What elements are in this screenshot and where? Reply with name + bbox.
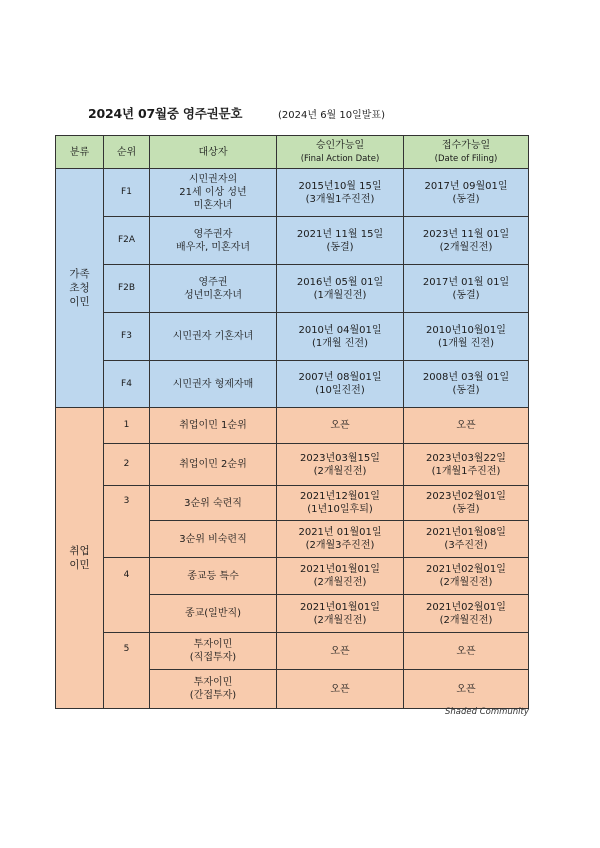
filing-cell: 2017년 01월 01일 (동결) <box>404 265 529 313</box>
final-action-cell: 2010년 04월01일 (1개월 진전) <box>277 313 404 361</box>
final-action-cell: 오픈 <box>277 408 404 444</box>
filing-cell: 2017년 09월01일 (동결) <box>404 169 529 217</box>
filing-cell: 2021년02월01일 (2개월진전) <box>404 558 529 595</box>
target-cell: 종교(일반직) <box>150 595 277 633</box>
target-cell: 종교등 특수 <box>150 558 277 595</box>
table-row <box>56 408 529 444</box>
final-action-cell: 2021년01월01일 (2개월진전) <box>277 558 404 595</box>
rank-cell: F4 <box>104 361 150 408</box>
target-cell: 취업이민 1순위 <box>150 408 277 444</box>
rank-cell: F2A <box>104 217 150 265</box>
filing-cell: 2021년01월08일 (3주진전) <box>404 521 529 558</box>
header-final-action: 승인가능일 (Final Action Date) <box>277 136 404 169</box>
target-cell: 시민권자 형제자매 <box>150 361 277 408</box>
rank-cell: 3 <box>104 486 150 558</box>
target-cell: 영주권 성년미혼자녀 <box>150 265 277 313</box>
rank-cell: 4 <box>104 558 150 633</box>
target-cell: 3순위 비숙련직 <box>150 521 277 558</box>
table-row <box>56 361 529 408</box>
category-employment: 취업 이민 <box>56 408 104 709</box>
target-cell: 시민권자의 21세 이상 성년 미혼자녀 <box>150 169 277 217</box>
final-action-cell: 2021년 11월 15일 (동결) <box>277 217 404 265</box>
table-row <box>56 486 529 521</box>
final-action-cell: 오픈 <box>277 670 404 709</box>
rank-cell: 2 <box>104 444 150 486</box>
filing-cell: 2023년02월01일 (동결) <box>404 486 529 521</box>
header-date-of-filing: 접수가능일 (Date of Filing) <box>404 136 529 169</box>
final-action-cell: 2016년 05월 01일 (1개월진전) <box>277 265 404 313</box>
target-cell: 투자이민 (직접투자) <box>150 633 277 670</box>
target-cell: 취업이민 2순위 <box>150 444 277 486</box>
footer-credit: Shaded Community <box>445 707 529 717</box>
header-row <box>56 136 529 169</box>
target-cell: 시민권자 기혼자녀 <box>150 313 277 361</box>
filing-cell: 2008년 03월 01일 (동결) <box>404 361 529 408</box>
final-action-cell: 2021년01월01일 (2개월진전) <box>277 595 404 633</box>
table-row <box>56 169 529 217</box>
table-row <box>56 633 529 670</box>
final-action-cell: 2023년03월15일 (2개월진전) <box>277 444 404 486</box>
final-action-cell: 2015년10월 15일 (3개월1주진전) <box>277 169 404 217</box>
table-row <box>56 313 529 361</box>
final-action-cell: 2021년 01월01일 (2개월3주진전) <box>277 521 404 558</box>
header-rank: 순위 <box>104 136 150 169</box>
final-action-cell: 2007년 08월01일 (10일진전) <box>277 361 404 408</box>
rank-cell: 5 <box>104 633 150 709</box>
page-title: 2024년 07월중 영주권문호 <box>88 106 243 121</box>
table-row <box>56 265 529 313</box>
target-cell: 3순위 숙련직 <box>150 486 277 521</box>
filing-cell: 2023년03월22일 (1개월1주진전) <box>404 444 529 486</box>
final-action-cell: 2021년12월01일 (1년10일후퇴) <box>277 486 404 521</box>
announcement-date: (2024년 6월 10일발표) <box>278 110 385 121</box>
filing-cell: 2023년 11월 01일 (2개월진전) <box>404 217 529 265</box>
rank-cell: F2B <box>104 265 150 313</box>
table-row <box>56 217 529 265</box>
rank-cell: F1 <box>104 169 150 217</box>
category-family: 가족 초청 이민 <box>56 169 104 408</box>
rank-cell: 1 <box>104 408 150 444</box>
target-cell: 투자이민 (간접투자) <box>150 670 277 709</box>
header-target: 대상자 <box>150 136 277 169</box>
header-category: 분류 <box>56 136 104 169</box>
filing-cell: 오픈 <box>404 633 529 670</box>
filing-cell: 2021년02월01일 (2개월진전) <box>404 595 529 633</box>
visa-bulletin-table <box>55 135 529 709</box>
filing-cell: 오픈 <box>404 670 529 709</box>
table-row <box>56 558 529 595</box>
filing-cell: 2010년10월01일 (1개월 진전) <box>404 313 529 361</box>
target-cell: 영주권자 배우자, 미혼자녀 <box>150 217 277 265</box>
rank-cell: F3 <box>104 313 150 361</box>
table-row <box>56 444 529 486</box>
final-action-cell: 오픈 <box>277 633 404 670</box>
filing-cell: 오픈 <box>404 408 529 444</box>
